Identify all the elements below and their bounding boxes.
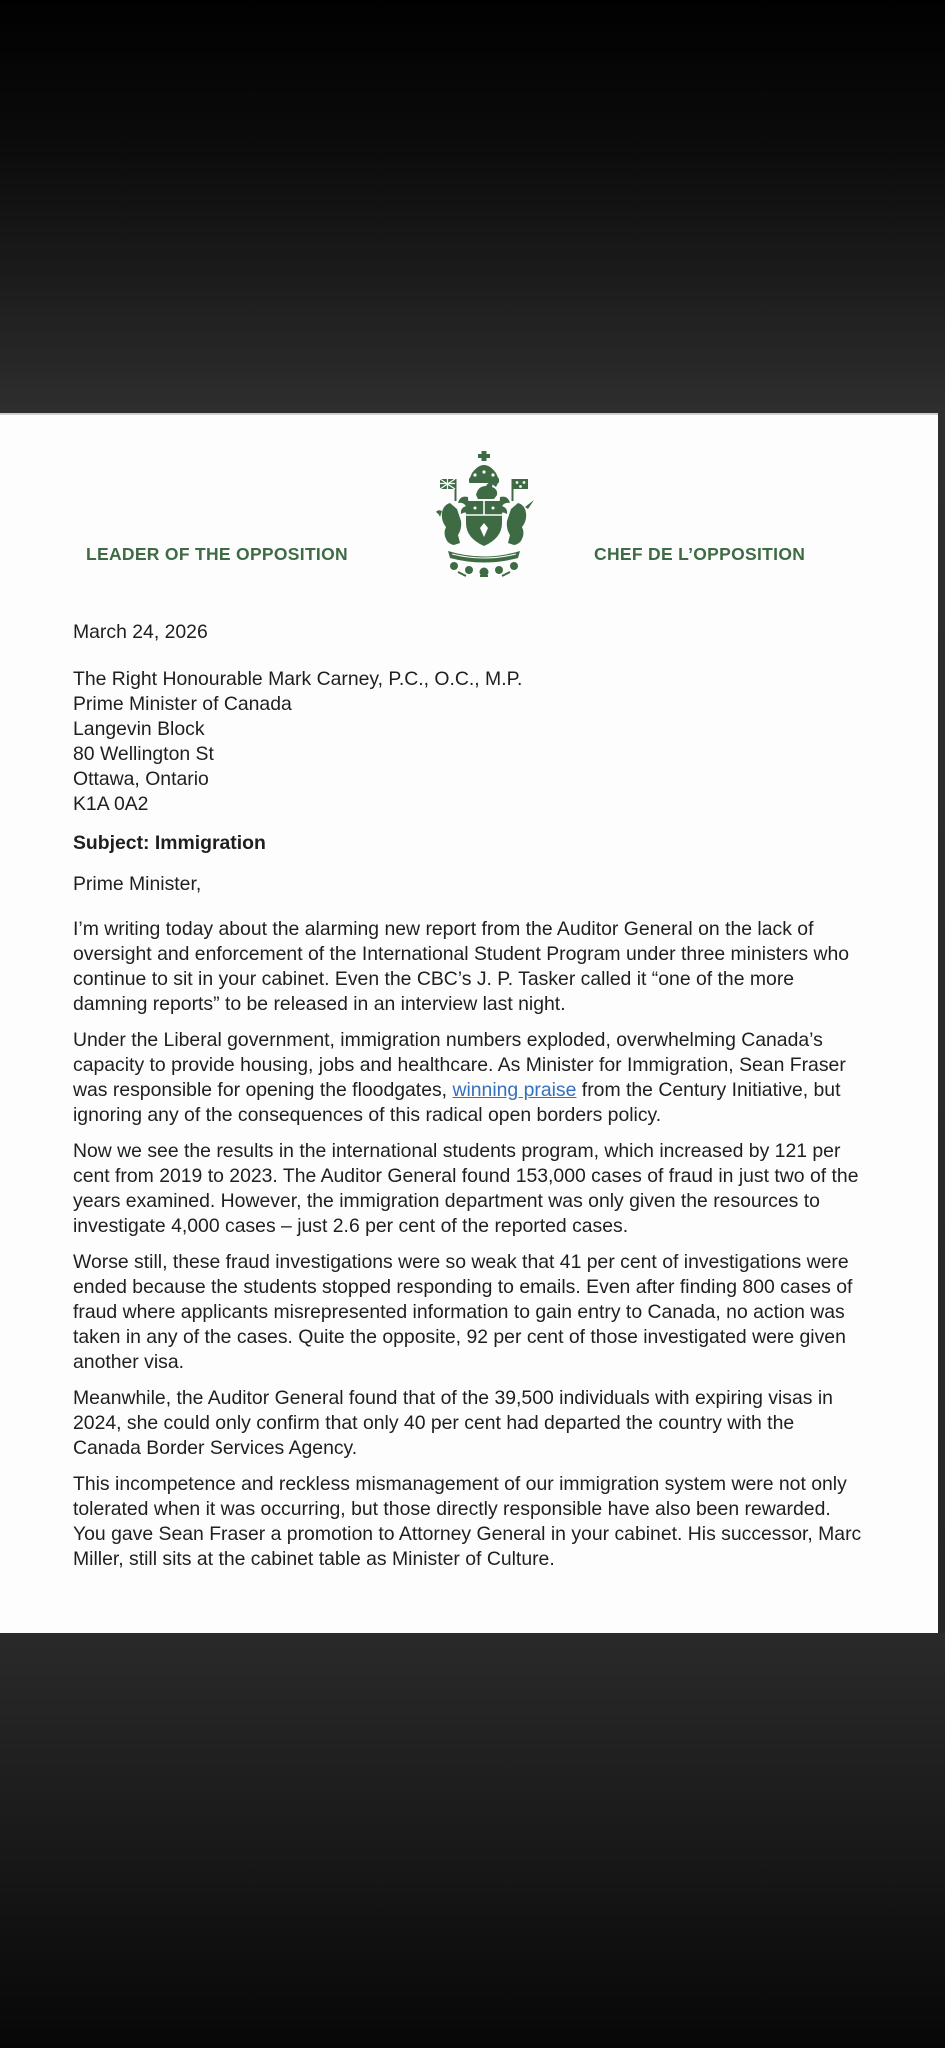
paragraph-5: Meanwhile, the Auditor General found that of the 39,500 individuals with expiring visas in 2024, she could only confirm that only 40 per cent had departed the country with the Canada Border Services Agency. <box>73 1387 833 1459</box>
background-bottom <box>0 1633 945 2048</box>
canada-coat-of-arms-icon <box>428 451 540 579</box>
paragraph-4: Worse still, these fraud investigations were so weak that 41 per cent of investigations were ended because the students stopped responding to emails. Even after finding 800 cases of fraud where applicants misrepresented information to gain entry to Canada, no action was taken in any of the cases. Quite the opposite, 92 per cent of those investigated were given another visa. <box>73 1251 853 1373</box>
salutation: Prime Minister, <box>73 873 202 895</box>
winning-praise-link[interactable]: winning praise <box>452 1079 577 1101</box>
background-top <box>0 0 945 413</box>
paragraph-2 <box>73 1028 867 1128</box>
paragraph-6: This incompetence and reckless mismanagement of our immigration system were not only tolerated when it was occurring, but those directly responsible have also been rewarded. You gave Sean Fraser a promotion to Attorney General in your cabinet. His successor, Marc Miller, still sits at the cabinet table as Minister of Culture. <box>73 1473 862 1570</box>
paragraph-2-text-post: from the Century Initiative, but ignoring any of the consequences of this radical open borders policy. <box>73 1079 841 1126</box>
letter-body <box>73 620 867 1583</box>
paragraph-1: I’m writing today about the alarming new report from the Auditor General on the lack of oversight and enforcement of the International Student Program under three ministers who continue to sit in your cabinet. Even the CBC’s J. P. Tasker called it “one of the more damning reports” to be released in an interview last night. <box>73 918 850 1015</box>
recipient-address-line: Langevin Block <box>73 718 205 740</box>
paragraph-2-text-pre: Under the Liberal government, immigration numbers exploded, overwhelming Canada’s capacity to provide housing, jobs and healthcare. As Minister for Immigration, Sean Fraser was responsible for opening the floodgates, <box>73 1029 846 1101</box>
recipient-title: Prime Minister of Canada <box>73 693 292 715</box>
recipient-address-line: 80 Wellington St <box>73 743 214 765</box>
subject-line: Subject: Immigration <box>73 832 266 854</box>
recipient-address-block <box>73 667 867 817</box>
recipient-address-line: Ottawa, Ontario <box>73 768 209 790</box>
letter-page <box>0 413 938 1633</box>
background-right-strip <box>938 413 945 1633</box>
letter-date: March 24, 2026 <box>73 621 208 643</box>
recipient-name: The Right Honourable Mark Carney, P.C., O.C., M.P. <box>73 668 523 690</box>
letterhead-title-french: CHEF DE L’OPPOSITION <box>594 544 806 564</box>
paragraph-3: Now we see the results in the international students program, which increased by 121 per cent from 2019 to 2023. The Auditor General found 153,000 cases of fraud in just two of the years examined. However, the immigration department was only given the resources to investigate 4,000 cases – just 2.6 per cent of the reported cases. <box>73 1140 859 1237</box>
recipient-address-line: K1A 0A2 <box>73 793 149 815</box>
letterhead-title-english: LEADER OF THE OPPOSITION <box>86 544 348 564</box>
